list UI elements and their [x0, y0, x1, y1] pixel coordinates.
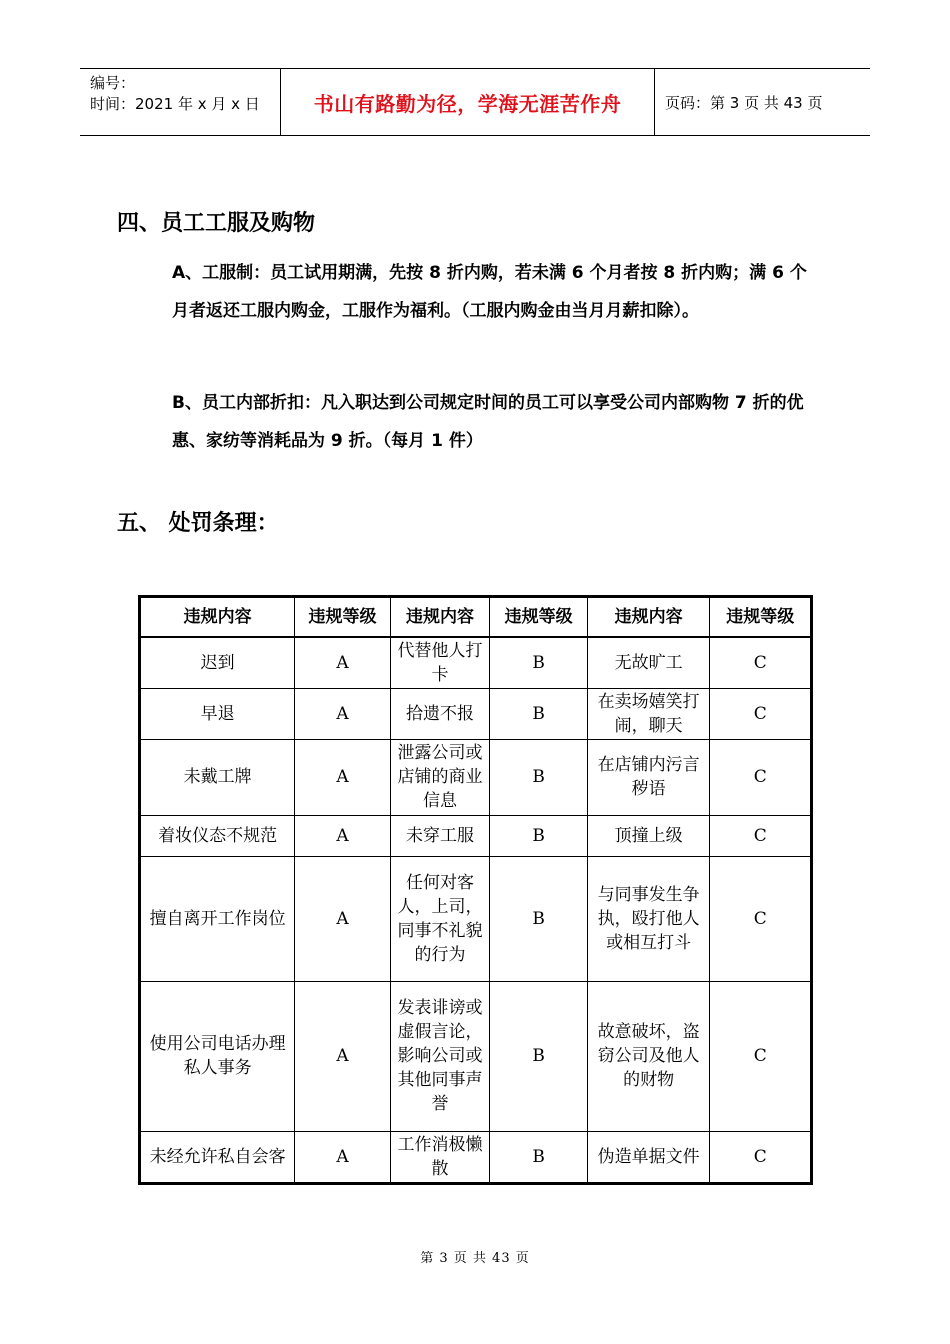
grade-cell: C	[710, 637, 812, 688]
grade-cell: C	[710, 815, 812, 856]
table-row	[140, 815, 812, 856]
grade-cell: A	[295, 1131, 391, 1183]
violation-cell: 故意破坏，盗窃公司及他人的财物	[587, 981, 710, 1131]
grade-cell: B	[490, 856, 588, 981]
section-4-para-b: B、员工内部折扣：凡入职达到公司规定时间的员工可以享受公司内部购物 7 折的优惠、家纺等消耗品为 9 折。（每月 1 件）	[172, 393, 804, 451]
violation-cell: 擅自离开工作岗位	[140, 856, 295, 981]
grade-cell: B	[490, 688, 588, 739]
header-page-info: 页码：第 3 页 共 43 页	[665, 93, 823, 112]
violation-cell: 无故旷工	[587, 637, 710, 688]
grade-cell: C	[710, 1131, 812, 1183]
header-cell: 违规内容	[390, 597, 490, 638]
table-row	[140, 856, 812, 981]
grade-cell: A	[295, 815, 391, 856]
grade-cell: C	[710, 856, 812, 981]
violation-cell: 未穿工服	[390, 815, 490, 856]
penalty-table	[138, 595, 813, 1185]
table-row	[140, 981, 812, 1131]
violation-cell: 使用公司电话办理私人事务	[140, 981, 295, 1131]
violation-cell: 发表诽谤或虚假言论，影响公司或其他同事声誉	[390, 981, 490, 1131]
grade-cell: B	[490, 815, 588, 856]
violation-cell: 工作消极懒散	[390, 1131, 490, 1183]
grade-cell: B	[490, 981, 588, 1131]
grade-cell: A	[295, 688, 391, 739]
violation-cell: 未戴工牌	[140, 739, 295, 815]
violation-cell: 拾遗不报	[390, 688, 490, 739]
grade-cell: B	[490, 1131, 588, 1183]
section-4-title: 四、员工工服及购物	[117, 211, 316, 236]
header-meta	[80, 69, 281, 135]
violation-cell: 在卖场嬉笑打闹，聊天	[587, 688, 710, 739]
header-cell: 违规等级	[710, 597, 812, 638]
table-header-row	[140, 597, 812, 638]
section-4-para-a: A、工服制：员工试用期满，先按 8 折内购，若未满 6 个月者按 8 折内购；满 6 个月者返还工服内购金，工服作为福利。（工服内购金由当月月薪扣除）。	[172, 263, 807, 321]
grade-cell: C	[710, 739, 812, 815]
violation-cell: 着妆仪态不规范	[140, 815, 295, 856]
document-header	[80, 68, 870, 136]
header-motto: 书山有路勤为径，学海无涯苦作舟	[281, 69, 655, 135]
violation-cell: 顶撞上级	[587, 815, 710, 856]
grade-cell: C	[710, 981, 812, 1131]
grade-cell: A	[295, 637, 391, 688]
header-cell: 违规内容	[140, 597, 295, 638]
table-row	[140, 739, 812, 815]
table-row	[140, 637, 812, 688]
violation-cell: 任何对客人，上司，同事不礼貌的行为	[390, 856, 490, 981]
violation-cell: 伪造单据文件	[587, 1131, 710, 1183]
violation-cell: 泄露公司或店铺的商业信息	[390, 739, 490, 815]
violation-cell: 未经允许私自会客	[140, 1131, 295, 1183]
header-cell: 违规等级	[490, 597, 588, 638]
grade-cell: A	[295, 856, 391, 981]
table-row	[140, 688, 812, 739]
header-time: 时间：2021 年 x 月 x 日	[90, 95, 260, 113]
table-row	[140, 1131, 812, 1183]
violation-cell: 早退	[140, 688, 295, 739]
header-cell: 违规内容	[587, 597, 710, 638]
section-5-title: 五、 处罚条理：	[117, 511, 279, 536]
page-footer: 第 3 页 共 43 页	[420, 1251, 530, 1266]
header-number: 编号：	[90, 74, 136, 92]
grade-cell: B	[490, 739, 588, 815]
violation-cell: 代替他人打卡	[390, 637, 490, 688]
grade-cell: A	[295, 981, 391, 1131]
grade-cell: B	[490, 637, 588, 688]
violation-cell: 与同事发生争执，殴打他人或相互打斗	[587, 856, 710, 981]
violation-cell: 在店铺内污言秽语	[587, 739, 710, 815]
grade-cell: A	[295, 739, 391, 815]
violation-cell: 迟到	[140, 637, 295, 688]
grade-cell: C	[710, 688, 812, 739]
header-cell: 违规等级	[295, 597, 391, 638]
